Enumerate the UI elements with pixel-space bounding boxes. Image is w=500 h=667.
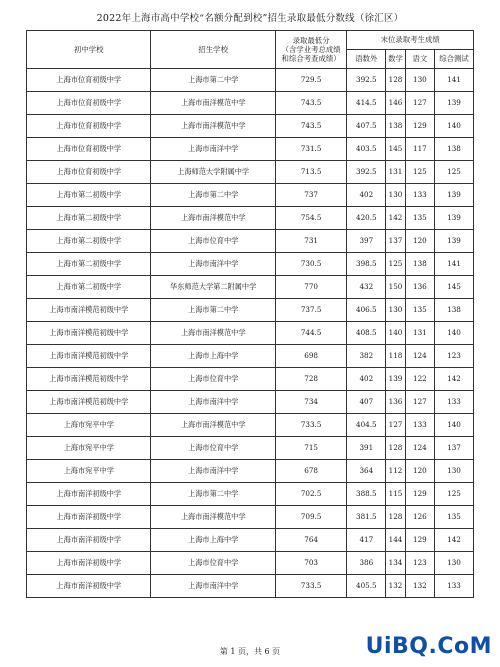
junior-school-cell: 上海市南洋初级中学 xyxy=(27,483,151,506)
min-score-cell: 737.5 xyxy=(275,299,346,322)
comprehensive-cell: 137 xyxy=(434,437,473,460)
chinese-cell: 133 xyxy=(405,414,434,437)
header-min-score-line1: 录取最低分 xyxy=(292,35,330,45)
chinese-cell: 124 xyxy=(405,345,434,368)
comprehensive-cell: 133 xyxy=(434,391,473,414)
chinese-cell: 135 xyxy=(405,299,434,322)
math-cell: 136 xyxy=(386,391,405,414)
junior-school-cell: 上海市南洋初级中学 xyxy=(27,575,151,598)
table-row xyxy=(27,506,474,529)
comprehensive-cell: 140 xyxy=(434,115,473,138)
header-chinese: 语文 xyxy=(405,50,434,69)
min-score-cell: 733.5 xyxy=(275,414,346,437)
min-score-cell: 743.5 xyxy=(275,92,346,115)
comprehensive-cell: 130 xyxy=(434,460,473,483)
comprehensive-cell: 138 xyxy=(434,138,473,161)
junior-school-cell: 上海市位育初级中学 xyxy=(27,115,151,138)
table-row xyxy=(27,253,474,276)
chinese-math-english-cell: 408.5 xyxy=(347,322,386,345)
enrolling-school-cell: 上海市南洋模范中学 xyxy=(151,92,275,115)
comprehensive-cell: 145 xyxy=(434,276,473,299)
header-junior-school: 初中学校 xyxy=(27,31,151,69)
table-row xyxy=(27,92,474,115)
enrolling-school-cell: 上海市位育中学 xyxy=(151,552,275,575)
table-row xyxy=(27,437,474,460)
min-score-cell: 731.5 xyxy=(275,138,346,161)
math-cell: 140 xyxy=(386,322,405,345)
chinese-math-english-cell: 407.5 xyxy=(347,115,386,138)
junior-school-cell: 上海市位育初级中学 xyxy=(27,138,151,161)
chinese-math-english-cell: 398.5 xyxy=(347,253,386,276)
table-row xyxy=(27,368,474,391)
chinese-math-english-cell: 381.5 xyxy=(347,506,386,529)
enrolling-school-cell: 上海市第二中学 xyxy=(151,299,275,322)
comprehensive-cell: 139 xyxy=(434,207,473,230)
comprehensive-cell: 140 xyxy=(434,414,473,437)
min-score-cell: 754.5 xyxy=(275,207,346,230)
min-score-cell: 728 xyxy=(275,368,346,391)
table-row xyxy=(27,460,474,483)
min-score-cell: 703 xyxy=(275,552,346,575)
comprehensive-cell: 139 xyxy=(434,184,473,207)
table-body xyxy=(27,69,474,598)
enrolling-school-cell: 上海市第二中学 xyxy=(151,184,275,207)
chinese-cell: 133 xyxy=(405,184,434,207)
math-cell: 130 xyxy=(386,299,405,322)
page-footer: 第 1 页，共 6 页 xyxy=(219,647,281,656)
header-comprehensive: 综合测试 xyxy=(434,50,473,69)
min-score-cell: 743.5 xyxy=(275,115,346,138)
enrolling-school-cell: 上海市南洋中学 xyxy=(151,253,275,276)
chinese-math-english-cell: 417 xyxy=(347,529,386,552)
chinese-cell: 136 xyxy=(405,276,434,299)
junior-school-cell: 上海市第二初级中学 xyxy=(27,253,151,276)
enrolling-school-cell: 上海市南洋模范中学 xyxy=(151,414,275,437)
comprehensive-cell: 135 xyxy=(434,506,473,529)
table-row xyxy=(27,391,474,414)
enrolling-school-cell: 上海市南洋中学 xyxy=(151,575,275,598)
comprehensive-cell: 138 xyxy=(434,299,473,322)
chinese-math-english-cell: 391 xyxy=(347,437,386,460)
math-cell: 128 xyxy=(386,437,405,460)
chinese-cell: 130 xyxy=(405,69,434,92)
chinese-cell: 131 xyxy=(405,322,434,345)
chinese-cell: 138 xyxy=(405,253,434,276)
enrolling-school-cell: 上海市第二中学 xyxy=(151,483,275,506)
math-cell: 138 xyxy=(386,115,405,138)
enrolling-school-cell: 上海市南洋中学 xyxy=(151,138,275,161)
math-cell: 132 xyxy=(386,575,405,598)
enrolling-school-cell: 上海市位育中学 xyxy=(151,230,275,253)
table-row xyxy=(27,69,474,92)
junior-school-cell: 上海市宛平中学 xyxy=(27,437,151,460)
chinese-cell: 117 xyxy=(405,138,434,161)
enrolling-school-cell: 上海市位育中学 xyxy=(151,437,275,460)
enrolling-school-cell: 上海市南洋中学 xyxy=(151,460,275,483)
enrolling-school-cell: 上海师范大学附属中学 xyxy=(151,161,275,184)
min-score-cell: 737 xyxy=(275,184,346,207)
header-min-score-line3: 和综合考查成绩） xyxy=(281,54,341,64)
junior-school-cell: 上海市第二初级中学 xyxy=(27,184,151,207)
math-cell: 127 xyxy=(386,414,405,437)
table-row xyxy=(27,529,474,552)
chinese-cell: 120 xyxy=(405,230,434,253)
min-score-cell: 764 xyxy=(275,529,346,552)
chinese-cell: 123 xyxy=(405,552,434,575)
comprehensive-cell: 140 xyxy=(434,322,473,345)
chinese-math-english-cell: 403.5 xyxy=(347,138,386,161)
header-chinese-math-english: 语数外 xyxy=(347,50,386,69)
math-cell: 139 xyxy=(386,368,405,391)
chinese-cell: 122 xyxy=(405,368,434,391)
table-row xyxy=(27,184,474,207)
enrolling-school-cell: 上海市南洋模范中学 xyxy=(151,506,275,529)
min-score-cell: 744.5 xyxy=(275,322,346,345)
min-score-cell: 734 xyxy=(275,391,346,414)
chinese-math-english-cell: 405.5 xyxy=(347,575,386,598)
chinese-math-english-cell: 397 xyxy=(347,230,386,253)
chinese-math-english-cell: 406.5 xyxy=(347,299,386,322)
table-row xyxy=(27,575,474,598)
junior-school-cell: 上海市位育初级中学 xyxy=(27,69,151,92)
junior-school-cell: 上海市第二初级中学 xyxy=(27,276,151,299)
chinese-cell: 127 xyxy=(405,92,434,115)
math-cell: 118 xyxy=(386,345,405,368)
chinese-cell: 129 xyxy=(405,529,434,552)
enrolling-school-cell: 上海市南洋模范中学 xyxy=(151,322,275,345)
math-cell: 137 xyxy=(386,230,405,253)
enrolling-school-cell: 上海市南洋模范中学 xyxy=(151,207,275,230)
chinese-cell: 132 xyxy=(405,575,434,598)
chinese-math-english-cell: 392.5 xyxy=(347,161,386,184)
junior-school-cell: 上海市位育初级中学 xyxy=(27,92,151,115)
min-score-cell: 729.5 xyxy=(275,69,346,92)
table-row xyxy=(27,299,474,322)
enrolling-school-cell: 华东师范大学第二附属中学 xyxy=(151,276,275,299)
min-score-cell: 713.5 xyxy=(275,161,346,184)
math-cell: 146 xyxy=(386,92,405,115)
table-row xyxy=(27,345,474,368)
junior-school-cell: 上海市南洋初级中学 xyxy=(27,529,151,552)
math-cell: 144 xyxy=(386,529,405,552)
min-score-cell: 770 xyxy=(275,276,346,299)
header-enrolling-school: 招生学校 xyxy=(151,31,275,69)
enrolling-school-cell: 上海市上海中学 xyxy=(151,529,275,552)
table-row xyxy=(27,483,474,506)
junior-school-cell: 上海市宛平中学 xyxy=(27,460,151,483)
math-cell: 125 xyxy=(386,253,405,276)
min-score-cell: 715 xyxy=(275,437,346,460)
chinese-cell: 129 xyxy=(405,483,434,506)
comprehensive-cell: 139 xyxy=(434,92,473,115)
comprehensive-cell: 142 xyxy=(434,368,473,391)
min-score-cell: 731 xyxy=(275,230,346,253)
comprehensive-cell: 125 xyxy=(434,161,473,184)
enrolling-school-cell: 上海市南洋中学 xyxy=(151,391,275,414)
junior-school-cell: 上海市南洋模范初级中学 xyxy=(27,299,151,322)
math-cell: 128 xyxy=(386,69,405,92)
junior-school-cell: 上海市南洋模范初级中学 xyxy=(27,391,151,414)
header-row xyxy=(27,31,474,50)
math-cell: 150 xyxy=(386,276,405,299)
enrolling-school-cell: 上海市第二中学 xyxy=(151,69,275,92)
comprehensive-cell: 125 xyxy=(434,483,473,506)
math-cell: 145 xyxy=(386,138,405,161)
junior-school-cell: 上海市南洋模范初级中学 xyxy=(27,368,151,391)
comprehensive-cell: 141 xyxy=(434,253,473,276)
table-row xyxy=(27,138,474,161)
chinese-math-english-cell: 414.5 xyxy=(347,92,386,115)
math-cell: 131 xyxy=(386,161,405,184)
table-row xyxy=(27,161,474,184)
table-row xyxy=(27,552,474,575)
enrolling-school-cell: 上海市上海中学 xyxy=(151,345,275,368)
admission-table xyxy=(26,30,474,598)
comprehensive-cell: 133 xyxy=(434,575,473,598)
comprehensive-cell: 139 xyxy=(434,230,473,253)
min-score-cell: 698 xyxy=(275,345,346,368)
junior-school-cell: 上海市南洋初级中学 xyxy=(27,506,151,529)
junior-school-cell: 上海市第二初级中学 xyxy=(27,230,151,253)
comprehensive-cell: 123 xyxy=(434,345,473,368)
min-score-cell: 702.5 xyxy=(275,483,346,506)
header-min-score-line2: （含学业考总成绩 xyxy=(281,44,341,54)
math-cell: 130 xyxy=(386,184,405,207)
chinese-cell: 135 xyxy=(405,207,434,230)
table-row xyxy=(27,207,474,230)
comprehensive-cell: 130 xyxy=(434,552,473,575)
junior-school-cell: 上海市南洋模范初级中学 xyxy=(27,322,151,345)
chinese-math-english-cell: 386 xyxy=(347,552,386,575)
math-cell: 142 xyxy=(386,207,405,230)
junior-school-cell: 上海市宛平中学 xyxy=(27,414,151,437)
enrolling-school-cell: 上海市南洋模范中学 xyxy=(151,115,275,138)
chinese-math-english-cell: 402 xyxy=(347,184,386,207)
comprehensive-cell: 141 xyxy=(434,69,473,92)
chinese-math-english-cell: 404.5 xyxy=(347,414,386,437)
chinese-math-english-cell: 420.5 xyxy=(347,207,386,230)
min-score-cell: 730.5 xyxy=(275,253,346,276)
page-title: 2022年上海市高中学校“名额分配到校”招生录取最低分数线（徐汇区） xyxy=(96,13,404,24)
math-cell: 112 xyxy=(386,460,405,483)
chinese-cell: 125 xyxy=(405,161,434,184)
junior-school-cell: 上海市位育初级中学 xyxy=(27,161,151,184)
table-row xyxy=(27,230,474,253)
chinese-math-english-cell: 402 xyxy=(347,368,386,391)
chinese-math-english-cell: 407 xyxy=(347,391,386,414)
math-cell: 128 xyxy=(386,506,405,529)
junior-school-cell: 上海市南洋模范初级中学 xyxy=(27,345,151,368)
junior-school-cell: 上海市南洋初级中学 xyxy=(27,552,151,575)
chinese-cell: 129 xyxy=(405,115,434,138)
chinese-math-english-cell: 432 xyxy=(347,276,386,299)
min-score-cell: 678 xyxy=(275,460,346,483)
chinese-cell: 120 xyxy=(405,460,434,483)
table-row xyxy=(27,276,474,299)
chinese-cell: 126 xyxy=(405,506,434,529)
math-cell: 115 xyxy=(386,483,405,506)
comprehensive-cell: 142 xyxy=(434,529,473,552)
watermark-logo: UiBQ.CoM xyxy=(365,634,492,659)
min-score-cell: 733.5 xyxy=(275,575,346,598)
table-row xyxy=(27,322,474,345)
min-score-cell: 709.5 xyxy=(275,506,346,529)
enrolling-school-cell: 上海市位育中学 xyxy=(151,368,275,391)
header-math: 数学 xyxy=(386,50,405,69)
chinese-cell: 124 xyxy=(405,437,434,460)
table-row xyxy=(27,115,474,138)
junior-school-cell: 上海市第二初级中学 xyxy=(27,207,151,230)
header-min-score xyxy=(275,31,346,69)
chinese-math-english-cell: 364 xyxy=(347,460,386,483)
chinese-math-english-cell: 382 xyxy=(347,345,386,368)
chinese-cell: 127 xyxy=(405,391,434,414)
chinese-math-english-cell: 392.5 xyxy=(347,69,386,92)
chinese-math-english-cell: 388.5 xyxy=(347,483,386,506)
header-last-student: 末位录取考生成绩 xyxy=(347,31,474,50)
math-cell: 134 xyxy=(386,552,405,575)
table-row xyxy=(27,414,474,437)
